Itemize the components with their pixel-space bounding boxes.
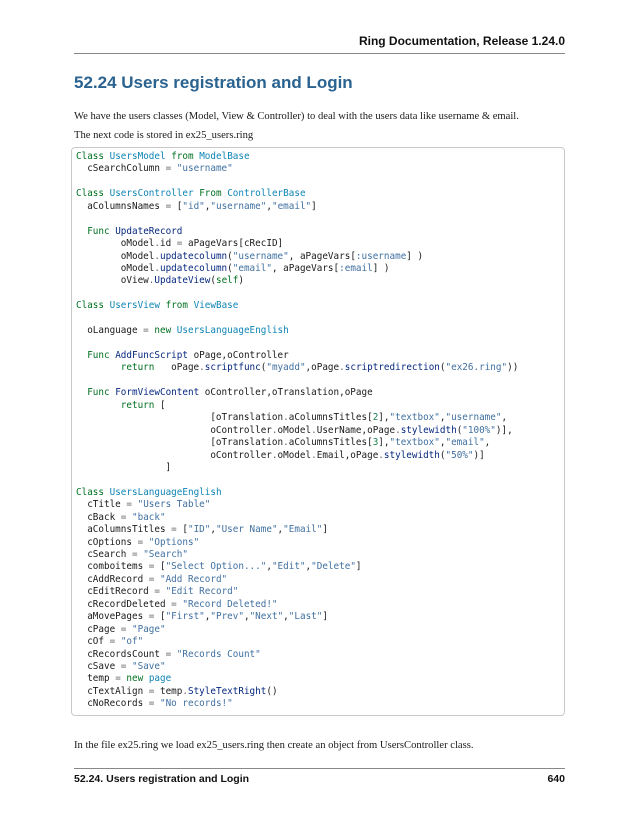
code-token: return: [120, 399, 155, 411]
code-line: [76, 412, 518, 424]
code-token: ]: [322, 611, 328, 623]
code-token: "Save": [132, 660, 166, 672]
code-token: [: [154, 561, 166, 573]
code-token: (: [439, 362, 446, 374]
code-token: Func: [87, 387, 110, 399]
code-token: Email,oPage: [316, 449, 379, 461]
code-line: [76, 624, 518, 636]
code-token: temp: [154, 685, 183, 697]
code-token: comboitems: [76, 561, 149, 573]
code-token: aColumnsTitles[: [288, 412, 373, 424]
code-token: "Prev": [210, 611, 244, 623]
code-line: [76, 512, 518, 524]
code-token: Func: [87, 225, 110, 237]
code-token: cSearchColumn: [76, 163, 166, 175]
code-token: oView: [76, 275, 149, 287]
code-token: ControllerBase: [227, 188, 306, 200]
code-token: updatecolumn: [159, 250, 228, 262]
code-token: id: [159, 238, 177, 250]
code-token: UpdateView: [154, 275, 211, 287]
code-token: [oTranslation: [76, 437, 284, 449]
code-token: "id": [182, 200, 205, 212]
code-token: =: [171, 524, 177, 536]
code-token: =: [143, 325, 149, 337]
code-token: "ex26.ring": [445, 362, 508, 374]
code-token: ,: [243, 611, 250, 623]
code-line: [76, 649, 518, 661]
code-token: scriptfunc: [204, 362, 261, 374]
code-token: =: [148, 685, 155, 697]
code-token: .: [271, 424, 278, 436]
footer-divider: [74, 768, 565, 769]
code-token: from: [171, 151, 194, 162]
page-number: 640: [547, 773, 565, 785]
code-token: [76, 350, 87, 361]
code-token: cAddRecord: [76, 573, 149, 585]
code-line: [76, 698, 518, 710]
code-token: ,: [204, 200, 211, 212]
header-divider: [74, 53, 565, 54]
code-token: ] ): [372, 262, 390, 274]
code-token: "Edit": [271, 561, 306, 573]
code-token: StyleTextRight: [187, 685, 267, 697]
code-token: ): [238, 275, 244, 287]
code-token: (: [260, 362, 267, 374]
footer-section-label: 52.24. Users registration and Login: [74, 773, 250, 785]
code-token: =: [131, 549, 138, 560]
code-token: UpdateRecord: [115, 225, 183, 237]
code-token: =: [109, 636, 116, 648]
code-token: =: [171, 598, 177, 610]
code-token: "Search": [143, 549, 188, 560]
code-token: =: [120, 623, 127, 635]
code-token: oLanguage: [76, 325, 144, 337]
code-token: oModel: [76, 250, 155, 262]
code-token: ,: [204, 611, 211, 623]
code-token: 2: [372, 412, 379, 424]
code-token: :email: [339, 262, 373, 274]
code-line: [76, 300, 518, 312]
code-token: oPage: [154, 362, 200, 374]
code-token: ,: [266, 561, 272, 573]
code-line: [76, 400, 518, 412]
code-line: [76, 176, 518, 188]
code-token: "No records!": [159, 698, 233, 710]
code-token: stylewidth: [383, 449, 440, 461]
code-token: "Page": [132, 623, 166, 635]
code-token: cTitle: [76, 499, 127, 511]
code-token: .: [283, 437, 289, 449]
code-token: .: [154, 238, 160, 250]
code-line: [76, 251, 518, 263]
code-line: [76, 313, 518, 325]
code-listing: [76, 151, 518, 711]
code-token: oModel: [76, 262, 155, 274]
code-token: )],: [495, 424, 513, 436]
code-token: new: [154, 325, 172, 337]
code-token: Class: [76, 188, 104, 200]
code-line: [76, 188, 518, 200]
code-token: =: [126, 499, 132, 511]
code-token: ,: [501, 412, 508, 424]
code-token: ,: [439, 412, 446, 424]
code-token: ]: [311, 200, 317, 212]
code-token: "Last": [288, 611, 323, 623]
code-line: [76, 599, 518, 611]
code-line: [76, 661, 518, 673]
code-token: from: [165, 300, 188, 312]
code-token: .: [199, 362, 205, 374]
code-token: ]: [76, 461, 172, 473]
code-token: [oTranslation: [76, 412, 284, 424]
code-token: .: [311, 449, 317, 461]
code-token: cSearch: [76, 549, 132, 560]
code-location-paragraph: The next code is stored in ex25_users.ring: [74, 130, 254, 141]
code-token: "of": [120, 636, 144, 648]
code-token: .: [311, 424, 317, 436]
code-token: :username: [355, 250, 407, 262]
code-token: oPage,oController: [187, 350, 289, 361]
code-token: =: [165, 648, 172, 660]
code-token: .: [339, 362, 345, 374]
code-token: ,: [439, 437, 446, 449]
code-token: "First": [165, 611, 205, 623]
code-line: [76, 375, 518, 387]
code-token: (): [266, 685, 278, 697]
code-token: Class: [76, 486, 104, 498]
code-token: cSave: [76, 660, 121, 672]
code-token: (: [439, 449, 446, 461]
code-token: "Edit Record": [165, 586, 239, 598]
code-token: aMovePages: [76, 611, 149, 623]
code-token: .: [154, 250, 160, 262]
code-token: ,oPage: [305, 362, 340, 374]
code-token: ViewBase: [193, 300, 239, 312]
code-token: =: [148, 698, 155, 710]
code-token: cPage: [76, 623, 121, 635]
code-token: [: [154, 611, 166, 623]
running-header: Ring Documentation, Release 1.24.0: [358, 34, 565, 48]
code-token: self: [215, 275, 239, 287]
code-token: [76, 362, 121, 373]
code-token: cRecordDeleted: [76, 598, 172, 610]
code-token: [: [154, 399, 166, 411]
code-token: "Select Option...": [165, 561, 267, 573]
code-token: [76, 226, 87, 237]
code-token: UsersLanguageEnglish: [176, 325, 289, 337]
code-token: scriptredirection: [344, 362, 440, 374]
code-token: cBack: [76, 511, 121, 523]
code-token: page: [148, 673, 172, 685]
code-line: [76, 201, 518, 213]
code-token: .: [395, 424, 401, 436]
code-token: .: [182, 685, 188, 697]
code-line: [76, 263, 518, 275]
code-token: oController: [76, 424, 272, 436]
code-token: oModel: [76, 238, 155, 250]
code-line: [76, 288, 518, 300]
code-token: "Record Deleted!": [182, 598, 278, 610]
code-line: [76, 462, 518, 474]
code-line: [76, 275, 518, 287]
code-token: , aPageVars[: [288, 250, 356, 262]
code-token: =: [137, 536, 144, 548]
code-line: [76, 350, 518, 362]
code-token: ,: [305, 561, 312, 573]
code-token: From: [199, 188, 222, 200]
code-line: [76, 387, 518, 399]
code-token: ,: [210, 524, 216, 536]
code-token: "100%": [462, 424, 496, 436]
code-token: updatecolumn: [159, 262, 228, 274]
code-line: [76, 163, 518, 175]
code-token: .: [378, 449, 384, 461]
code-token: (: [227, 262, 233, 274]
code-line: [76, 686, 518, 698]
code-token: cRecordsCount: [76, 648, 166, 660]
code-line: [76, 487, 518, 499]
code-line: [76, 151, 518, 163]
code-token: "textbox": [389, 437, 440, 449]
code-line: [76, 362, 518, 374]
code-line: [76, 574, 518, 586]
code-token: =: [165, 163, 172, 175]
code-token: ],: [378, 437, 390, 449]
code-token: "50%": [445, 449, 474, 461]
code-token: "username": [210, 200, 267, 212]
code-token: )): [507, 362, 519, 374]
code-token: "Records Count": [176, 648, 261, 660]
code-token: )]: [473, 449, 485, 461]
code-token: "back": [132, 511, 166, 523]
code-token: =: [148, 573, 155, 585]
code-token: =: [176, 238, 183, 250]
code-line: [76, 549, 518, 561]
code-token: Class: [76, 300, 104, 312]
code-token: "textbox": [389, 412, 440, 424]
code-token: UsersLanguageEnglish: [109, 486, 222, 498]
code-token: return: [120, 362, 155, 374]
code-token: UserName,oPage: [316, 424, 396, 436]
code-token: =: [120, 511, 127, 523]
code-token: "email": [445, 437, 485, 449]
code-token: .: [271, 449, 278, 461]
code-block: [71, 147, 565, 716]
code-token: ] ): [406, 250, 424, 262]
code-line: [76, 325, 518, 337]
code-line: [76, 213, 518, 225]
code-token: cOf: [76, 636, 110, 648]
code-token: [76, 400, 121, 411]
code-token: "Next": [249, 611, 284, 623]
code-token: ,: [484, 437, 491, 449]
code-line: [76, 450, 518, 462]
code-token: cOptions: [76, 536, 138, 548]
code-token: AddFuncScript: [115, 350, 188, 361]
code-token: oModel: [277, 424, 312, 436]
code-token: "User Name": [215, 524, 278, 536]
code-token: ]: [355, 561, 362, 573]
code-token: UsersModel: [109, 151, 166, 162]
code-line: [76, 226, 518, 238]
code-token: Class: [76, 151, 104, 162]
code-token: (: [210, 275, 216, 287]
code-line: [76, 499, 518, 511]
code-token: ,: [277, 524, 284, 536]
code-token: oController,oTranslation,oPage: [199, 387, 373, 399]
code-line: [76, 537, 518, 549]
code-line: [76, 586, 518, 598]
code-token: oController: [76, 449, 272, 461]
intro-paragraph: We have the users classes (Model, View & Controller) to deal with the users data like username & email.: [74, 111, 519, 122]
code-token: =: [115, 673, 121, 685]
code-token: 3: [372, 437, 379, 449]
code-token: temp: [76, 673, 116, 685]
code-line: [76, 437, 518, 449]
code-token: UsersView: [109, 300, 160, 312]
code-token: aColumnsNames: [76, 200, 166, 212]
code-token: cEditRecord: [76, 586, 155, 598]
code-token: "Delete": [311, 561, 356, 573]
code-token: .: [283, 412, 289, 424]
code-line: [76, 474, 518, 486]
code-token: UsersController: [109, 188, 194, 200]
code-token: aColumnsTitles: [76, 524, 172, 536]
code-token: "username": [176, 163, 233, 175]
code-token: FormViewContent: [115, 387, 200, 399]
code-token: =: [165, 200, 172, 212]
code-token: "Options": [148, 536, 200, 548]
code-token: [: [176, 524, 188, 536]
code-token: "Users Table": [137, 499, 211, 511]
code-line: [76, 524, 518, 536]
followup-paragraph: In the file ex25.ring we load ex25_users.ring then create an object from UsersController class.: [74, 740, 474, 751]
code-token: =: [148, 611, 155, 623]
code-line: [76, 561, 518, 573]
code-line: [76, 338, 518, 350]
code-token: =: [154, 586, 160, 598]
code-token: .: [154, 262, 160, 274]
code-token: aColumnsTitles[: [288, 437, 373, 449]
code-token: ,: [266, 200, 272, 212]
code-token: ]: [322, 524, 328, 536]
code-token: "email": [232, 262, 272, 274]
code-token: =: [120, 660, 127, 672]
code-token: cNoRecords: [76, 698, 149, 710]
code-token: [: [171, 200, 183, 212]
code-token: Func: [87, 350, 110, 361]
code-token: "Add Record": [159, 573, 228, 585]
code-token: aPageVars[cRecID]: [182, 238, 284, 250]
code-token: (: [456, 424, 463, 436]
code-token: cTextAlign: [76, 685, 149, 697]
code-token: "Email": [283, 524, 323, 536]
code-line: [76, 673, 518, 685]
code-token: oModel: [277, 449, 312, 461]
code-line: [76, 611, 518, 623]
code-token: new: [126, 673, 144, 685]
code-token: ,: [283, 611, 289, 623]
code-token: "ID": [187, 524, 211, 536]
code-token: "username": [445, 412, 502, 424]
section-title: 52.24 Users registration and Login: [74, 73, 353, 92]
code-token: stylewidth: [400, 424, 457, 436]
code-line: [76, 636, 518, 648]
code-token: .: [148, 275, 155, 287]
code-line: [76, 238, 518, 250]
code-token: "myadd": [266, 362, 306, 374]
code-line: [76, 425, 518, 437]
code-token: ModelBase: [199, 151, 250, 162]
code-token: "username": [232, 250, 289, 262]
code-token: ],: [378, 412, 390, 424]
code-token: , aPageVars[: [271, 262, 340, 274]
code-token: "email": [271, 200, 312, 212]
code-token: [76, 387, 87, 398]
code-token: =: [148, 561, 155, 573]
code-token: (: [227, 250, 233, 262]
